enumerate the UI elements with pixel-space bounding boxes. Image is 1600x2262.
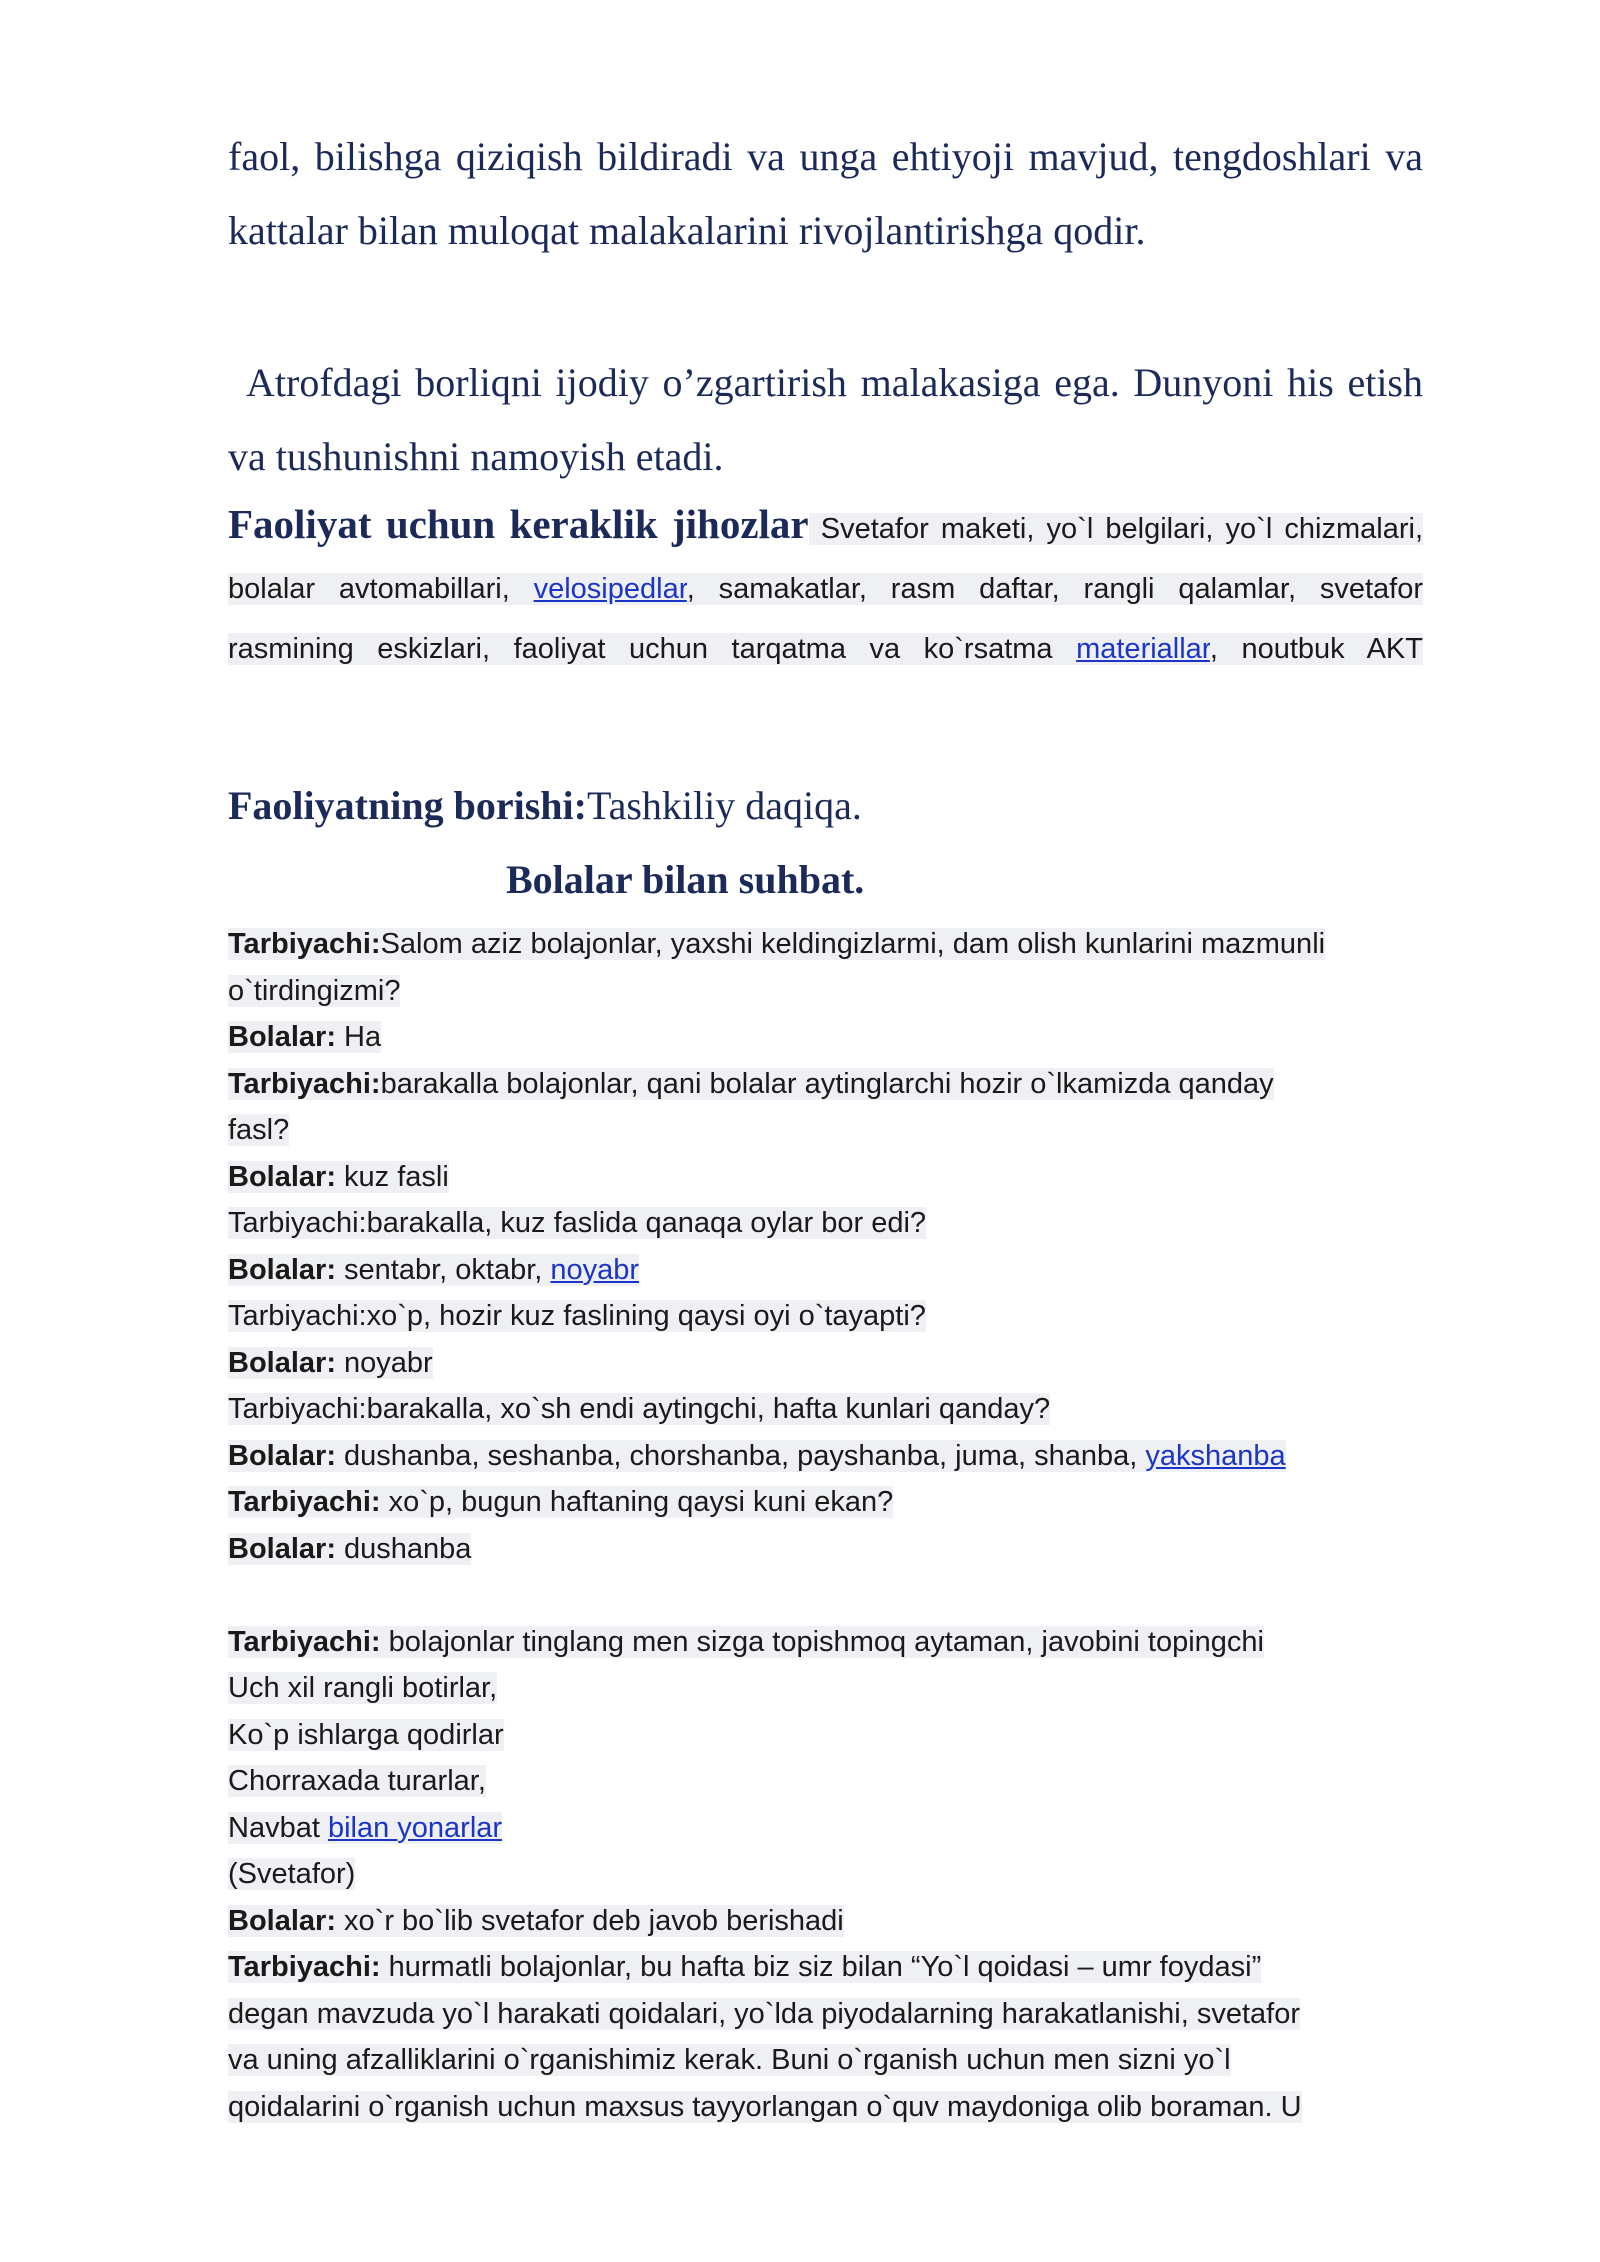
- utterance-text: Tarbiyachi:barakalla, xo`sh endi aytingchi, hafta kunlari qanday?: [228, 1393, 1051, 1425]
- dialog-line: [228, 1526, 1423, 1573]
- utterance-text: va uning afzalliklarini o`rganishimiz kerak. Buni o`rganish uchun men sizni yo`l: [228, 2044, 1231, 2076]
- dialog-line-text: [228, 1440, 1286, 1472]
- progress-value: Tashkiliy daqiqa.: [586, 783, 862, 828]
- dialog-line: [228, 1805, 1423, 1852]
- intro-paragraph-2: Atrofdagi borliqni ijodiy o’zgartirish malakasiga ega. Dunyoni his etish va tushunishni namoyish etadi.: [228, 360, 1423, 479]
- equipment-text-a: Svetafor maketi, yo`l belgilari, yo`l chizmalari, bolalar avtomabillari,: [228, 513, 1424, 605]
- dialog-line: [228, 968, 1423, 1015]
- dialog-line-text: [228, 1486, 893, 1518]
- utterance-text: noyabr: [335, 1346, 433, 1379]
- dialog-line-text: [228, 1905, 844, 1937]
- dialog-line: [228, 1433, 1423, 1480]
- utterance-text: Ha: [335, 1021, 382, 1053]
- dialog-line: [228, 921, 1423, 968]
- inline-link[interactable]: yakshanba: [1145, 1439, 1286, 1472]
- utterance-text: Salom aziz bolajonlar, yaxshi keldingizlarmi, dam olish kunlarini mazmunli: [380, 928, 1326, 960]
- intro-paragraph-1: faol, bilishga qiziqish bildiradi va unga ehtiyoji mavjud, tengdoshlari va kattalar bilan muloqat malakalarini rivojlantirishga qodir.: [228, 134, 1423, 253]
- utterance-text: hurmatli bolajonlar, bu hafta biz siz bilan “Yo`l qoidasi – umr foydasi”: [380, 1951, 1262, 1983]
- dialog-line-text: [228, 1765, 486, 1797]
- inline-link[interactable]: noyabr: [550, 1253, 640, 1286]
- utterance-text: (Svetafor): [228, 1858, 356, 1890]
- utterance-text: xo`p, bugun haftaning qaysi kuni ekan?: [380, 1486, 894, 1518]
- dialog-line-text: [228, 1207, 926, 1239]
- dialog-line: [228, 1898, 1423, 1945]
- utterance-text: bolajonlar tinglang men sizga topishmoq aytaman, javobini topingchi: [380, 1625, 1264, 1658]
- inline-link[interactable]: bilan yonarlar: [327, 1811, 503, 1844]
- dialog-line-text: [228, 1021, 381, 1053]
- dialog-line-text: [228, 928, 1325, 960]
- speaker-label: Bolalar:: [228, 1904, 336, 1937]
- utterance-text: o`tirdingizmi?: [228, 974, 401, 1007]
- dialog-line-text: [228, 1161, 449, 1193]
- dialog-line-text: [228, 1998, 1300, 2030]
- dialog-line-text: [228, 2091, 1302, 2123]
- materiallar-link[interactable]: materiallar: [1076, 633, 1210, 665]
- dialog-line: [228, 1107, 1423, 1154]
- progress-label: Faoliyatning borishi:: [228, 783, 587, 828]
- dialog-line-text: [228, 1254, 639, 1286]
- dialog-line-text: [228, 1533, 471, 1565]
- dialog-line-text: [228, 1858, 355, 1890]
- dialog-line: [228, 1200, 1423, 1247]
- speaker-label: Bolalar:: [228, 1160, 336, 1193]
- utterance-text: xo`r bo`lib svetafor deb javob berishadi: [335, 1904, 844, 1937]
- dialog-line: [228, 1293, 1423, 1340]
- equipment-label: Faoliyat uchun keraklik jihozlar: [228, 501, 809, 547]
- velosipedlar-link[interactable]: velosipedlar: [533, 573, 687, 605]
- speaker-label: Bolalar:: [228, 1346, 336, 1379]
- speaker-label: Bolalar:: [228, 1021, 336, 1053]
- speaker-label: Bolalar:: [228, 1439, 336, 1472]
- utterance-text: Chorraxada turarlar,: [228, 1765, 486, 1797]
- progress-heading: [228, 769, 1423, 843]
- document-page: [228, 120, 1423, 2130]
- speaker-label: Tarbiyachi:: [228, 1486, 381, 1518]
- speaker-label: Tarbiyachi:: [228, 1625, 381, 1658]
- utterance-text: sentabr, oktabr,: [335, 1253, 551, 1286]
- dialog-line: [228, 1712, 1423, 1759]
- utterance-text: Uch xil rangli botirlar,: [228, 1672, 498, 1704]
- utterance-text: degan mavzuda yo`l harakati qoidalari, yo`lda piyodalarning harakatlanishi, svetafor: [228, 1997, 1301, 2030]
- dialog-line-text: [228, 1068, 1274, 1100]
- utterance-text: fasl?: [228, 1114, 290, 1146]
- dialog-line: [228, 1386, 1423, 1433]
- utterance-text: Tarbiyachi:barakalla, kuz faslida qanaqa oylar bor edi?: [228, 1207, 927, 1239]
- speaker-label: Tarbiyachi:: [228, 1067, 381, 1100]
- dialog-line-text: [228, 975, 400, 1007]
- equipment-text-c: , noutbuk AKT: [1209, 633, 1423, 665]
- utterance-text: Navbat: [228, 1811, 328, 1844]
- utterance-text: dushanba: [335, 1532, 472, 1565]
- utterance-text: Ko`p ishlarga qodirlar: [228, 1718, 504, 1751]
- dialog-line: [228, 1758, 1423, 1805]
- blank-line: [228, 1572, 1423, 1619]
- equipment-text-b: , samakatlar, rasm daftar, rangli qalamlar, svetafor rasmining eskizlari, faoliyat uchun tarqatma va ko`rsatma: [228, 573, 1424, 665]
- speaker-label: Tarbiyachi:: [228, 1951, 381, 1983]
- dialog-line-text: [228, 1951, 1261, 1983]
- dialog-line-text: [228, 1719, 504, 1751]
- dialog-line: [228, 1154, 1423, 1201]
- utterance-text: barakalla bolajonlar, qani bolalar aytinglarchi hozir o`lkamizda qanday: [380, 1067, 1274, 1100]
- utterance-text: dushanba, seshanba, chorshanba, payshanba, juma, shanba,: [335, 1439, 1146, 1472]
- dialog-line: [228, 1619, 1423, 1666]
- utterance-text: qoidalarini o`rganish uchun maxsus tayyorlangan o`quv maydoniga olib boraman. U: [228, 2090, 1302, 2123]
- dialog-line-text: [228, 1347, 433, 1379]
- dialog-line: [228, 1479, 1423, 1526]
- dialog-line: [228, 2037, 1423, 2084]
- dialog-line: [228, 1014, 1423, 1061]
- dialog-line: [228, 2084, 1423, 2131]
- dialog-line: [228, 1247, 1423, 1294]
- dialog-line: [228, 1991, 1423, 2038]
- speaker-label: Bolalar:: [228, 1253, 336, 1286]
- dialog-line-text: [228, 1300, 926, 1332]
- dialog-line: [228, 1665, 1423, 1712]
- utterance-text: Tarbiyachi:xo`p, hozir kuz faslining qaysi oyi o`tayapti?: [228, 1300, 926, 1332]
- dialog-block: [228, 921, 1423, 2130]
- dialog-line-text: [228, 1114, 289, 1146]
- speaker-label: Bolalar:: [228, 1532, 336, 1565]
- dialog-line-text: [228, 1393, 1050, 1425]
- dialog-line-text: [228, 1626, 1264, 1658]
- dialog-line: [228, 1944, 1423, 1991]
- dialog-line-text: [228, 1672, 497, 1704]
- dialog-line: [228, 1851, 1423, 1898]
- dialog-line: [228, 1340, 1423, 1387]
- utterance-text: kuz fasli: [335, 1160, 449, 1193]
- equipment-paragraph: [228, 494, 1423, 679]
- section-subtitle: Bolalar bilan suhbat.: [506, 857, 865, 902]
- dialog-line-text: [228, 1812, 502, 1844]
- speaker-label: Tarbiyachi:: [228, 928, 381, 960]
- dialog-line: [228, 1061, 1423, 1108]
- dialog-line-text: [228, 2044, 1231, 2076]
